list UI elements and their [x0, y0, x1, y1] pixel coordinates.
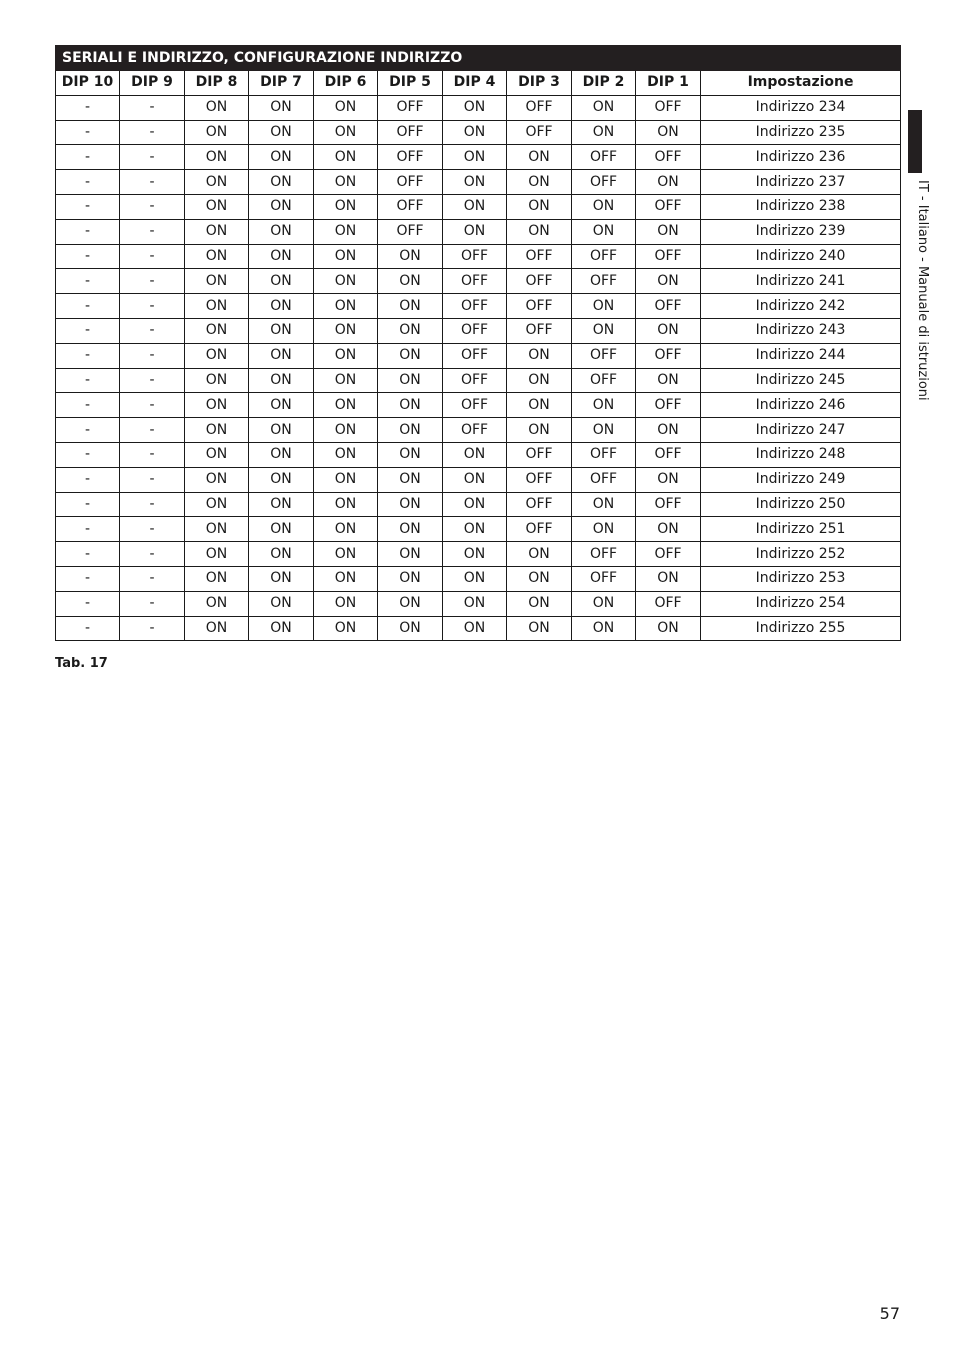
- address-cell: Indirizzo 237: [701, 170, 901, 195]
- dip-switch-cell: ON: [443, 517, 507, 542]
- dip-switch-cell: ON: [314, 467, 378, 492]
- dip-switch-cell: ON: [185, 542, 249, 567]
- address-config-table-container: [55, 45, 900, 641]
- dip-switch-cell: ON: [378, 269, 443, 294]
- dip-switch-cell: ON: [185, 517, 249, 542]
- dip-switch-cell: ON: [636, 418, 701, 443]
- column-header: DIP 3: [507, 71, 572, 96]
- address-cell: Indirizzo 254: [701, 591, 901, 616]
- dip-switch-cell: -: [120, 368, 185, 393]
- dip-switch-cell: ON: [572, 294, 636, 319]
- column-header: DIP 5: [378, 71, 443, 96]
- dip-switch-cell: ON: [507, 566, 572, 591]
- address-cell: Indirizzo 253: [701, 566, 901, 591]
- table-title: SERIALI E INDIRIZZO, CONFIGURAZIONE INDIRIZZO: [56, 46, 901, 71]
- table-row: [56, 95, 901, 120]
- table-row: [56, 145, 901, 170]
- dip-switch-cell: -: [120, 318, 185, 343]
- dip-switch-cell: ON: [185, 566, 249, 591]
- dip-switch-cell: -: [120, 343, 185, 368]
- column-header: Impostazione: [701, 71, 901, 96]
- dip-switch-cell: ON: [572, 219, 636, 244]
- dip-switch-cell: ON: [314, 294, 378, 319]
- dip-switch-cell: -: [120, 194, 185, 219]
- dip-switch-cell: ON: [314, 616, 378, 641]
- dip-switch-cell: OFF: [378, 120, 443, 145]
- dip-switch-cell: ON: [378, 368, 443, 393]
- dip-switch-cell: OFF: [443, 294, 507, 319]
- table-body: [56, 95, 901, 641]
- table-row: [56, 219, 901, 244]
- dip-switch-cell: ON: [507, 542, 572, 567]
- dip-switch-cell: ON: [249, 244, 314, 269]
- dip-switch-cell: ON: [507, 368, 572, 393]
- table-row: [56, 591, 901, 616]
- table-caption: Tab. 17: [55, 656, 108, 671]
- dip-switch-cell: ON: [443, 170, 507, 195]
- dip-switch-cell: ON: [572, 616, 636, 641]
- dip-switch-cell: -: [56, 219, 120, 244]
- dip-switch-cell: ON: [249, 343, 314, 368]
- dip-switch-cell: ON: [443, 492, 507, 517]
- dip-switch-cell: OFF: [507, 120, 572, 145]
- dip-switch-cell: OFF: [572, 244, 636, 269]
- dip-switch-cell: -: [56, 467, 120, 492]
- dip-switch-cell: ON: [185, 368, 249, 393]
- dip-switch-cell: -: [56, 194, 120, 219]
- dip-switch-cell: ON: [443, 145, 507, 170]
- dip-switch-cell: -: [120, 492, 185, 517]
- dip-switch-cell: -: [56, 145, 120, 170]
- dip-switch-cell: OFF: [572, 170, 636, 195]
- dip-switch-cell: ON: [249, 368, 314, 393]
- column-header: DIP 2: [572, 71, 636, 96]
- table-row: [56, 393, 901, 418]
- dip-switch-cell: -: [56, 368, 120, 393]
- dip-switch-cell: ON: [443, 120, 507, 145]
- dip-switch-cell: OFF: [636, 95, 701, 120]
- dip-switch-cell: ON: [185, 120, 249, 145]
- dip-switch-cell: -: [120, 418, 185, 443]
- dip-switch-cell: -: [56, 393, 120, 418]
- dip-switch-cell: -: [120, 442, 185, 467]
- dip-switch-cell: ON: [507, 170, 572, 195]
- dip-switch-cell: ON: [443, 194, 507, 219]
- table-row: [56, 269, 901, 294]
- dip-switch-cell: ON: [185, 442, 249, 467]
- dip-switch-cell: ON: [636, 467, 701, 492]
- dip-switch-cell: -: [120, 566, 185, 591]
- dip-switch-cell: -: [120, 591, 185, 616]
- dip-switch-cell: ON: [443, 95, 507, 120]
- address-cell: Indirizzo 245: [701, 368, 901, 393]
- dip-switch-cell: ON: [443, 442, 507, 467]
- address-cell: Indirizzo 247: [701, 418, 901, 443]
- dip-switch-cell: -: [120, 616, 185, 641]
- dip-switch-cell: OFF: [572, 269, 636, 294]
- address-cell: Indirizzo 236: [701, 145, 901, 170]
- dip-switch-cell: OFF: [443, 393, 507, 418]
- table-row: [56, 418, 901, 443]
- dip-switch-cell: ON: [249, 442, 314, 467]
- dip-switch-cell: -: [56, 517, 120, 542]
- dip-switch-cell: ON: [443, 591, 507, 616]
- table-row: [56, 194, 901, 219]
- dip-switch-cell: ON: [572, 194, 636, 219]
- dip-switch-cell: ON: [572, 517, 636, 542]
- dip-switch-cell: OFF: [378, 170, 443, 195]
- dip-switch-cell: ON: [185, 492, 249, 517]
- dip-switch-cell: OFF: [443, 244, 507, 269]
- dip-switch-cell: ON: [572, 318, 636, 343]
- dip-switch-cell: ON: [314, 566, 378, 591]
- dip-switch-cell: -: [120, 120, 185, 145]
- dip-switch-cell: ON: [249, 467, 314, 492]
- table-row: [56, 467, 901, 492]
- address-cell: Indirizzo 242: [701, 294, 901, 319]
- dip-switch-cell: ON: [185, 145, 249, 170]
- column-header: DIP 10: [56, 71, 120, 96]
- dip-switch-cell: -: [56, 343, 120, 368]
- dip-switch-cell: ON: [185, 269, 249, 294]
- dip-switch-cell: ON: [249, 393, 314, 418]
- dip-switch-cell: -: [120, 517, 185, 542]
- dip-switch-cell: OFF: [378, 219, 443, 244]
- dip-switch-cell: ON: [314, 194, 378, 219]
- dip-switch-cell: ON: [314, 418, 378, 443]
- address-cell: Indirizzo 239: [701, 219, 901, 244]
- dip-switch-cell: -: [56, 269, 120, 294]
- dip-switch-cell: ON: [572, 95, 636, 120]
- dip-switch-cell: -: [120, 145, 185, 170]
- table-row: [56, 170, 901, 195]
- table-row: [56, 542, 901, 567]
- dip-switch-cell: -: [56, 442, 120, 467]
- address-cell: Indirizzo 248: [701, 442, 901, 467]
- dip-switch-cell: OFF: [443, 368, 507, 393]
- dip-switch-cell: ON: [185, 418, 249, 443]
- dip-switch-cell: OFF: [507, 318, 572, 343]
- dip-switch-cell: ON: [507, 194, 572, 219]
- dip-switch-cell: OFF: [636, 244, 701, 269]
- dip-switch-cell: ON: [249, 517, 314, 542]
- table-row: [56, 566, 901, 591]
- dip-switch-cell: ON: [443, 566, 507, 591]
- address-cell: Indirizzo 251: [701, 517, 901, 542]
- table-row: [56, 442, 901, 467]
- dip-switch-cell: ON: [636, 269, 701, 294]
- dip-switch-cell: ON: [314, 517, 378, 542]
- dip-switch-cell: ON: [314, 368, 378, 393]
- dip-switch-cell: ON: [314, 492, 378, 517]
- dip-switch-cell: -: [56, 244, 120, 269]
- dip-switch-cell: ON: [249, 95, 314, 120]
- dip-switch-cell: OFF: [636, 492, 701, 517]
- dip-switch-cell: ON: [636, 120, 701, 145]
- dip-switch-cell: OFF: [636, 393, 701, 418]
- dip-switch-cell: ON: [378, 591, 443, 616]
- dip-switch-cell: -: [56, 591, 120, 616]
- table-row: [56, 294, 901, 319]
- dip-switch-cell: ON: [507, 343, 572, 368]
- column-header: DIP 6: [314, 71, 378, 96]
- dip-switch-cell: ON: [314, 393, 378, 418]
- dip-switch-cell: ON: [185, 95, 249, 120]
- dip-switch-cell: -: [56, 294, 120, 319]
- dip-switch-cell: ON: [249, 318, 314, 343]
- dip-switch-cell: -: [56, 616, 120, 641]
- dip-switch-cell: ON: [443, 467, 507, 492]
- dip-switch-cell: OFF: [507, 442, 572, 467]
- address-cell: Indirizzo 235: [701, 120, 901, 145]
- dip-switch-cell: OFF: [636, 294, 701, 319]
- dip-switch-cell: OFF: [572, 343, 636, 368]
- column-header: DIP 9: [120, 71, 185, 96]
- dip-switch-cell: ON: [249, 170, 314, 195]
- dip-switch-cell: ON: [314, 343, 378, 368]
- dip-switch-cell: OFF: [572, 368, 636, 393]
- dip-switch-cell: -: [56, 542, 120, 567]
- dip-switch-cell: -: [120, 95, 185, 120]
- dip-switch-cell: ON: [572, 120, 636, 145]
- dip-switch-cell: ON: [443, 219, 507, 244]
- dip-switch-cell: ON: [249, 145, 314, 170]
- dip-switch-cell: ON: [378, 542, 443, 567]
- dip-switch-cell: -: [56, 418, 120, 443]
- table-header-row: [56, 71, 901, 96]
- dip-switch-cell: ON: [249, 616, 314, 641]
- dip-switch-cell: OFF: [443, 418, 507, 443]
- dip-switch-cell: OFF: [507, 294, 572, 319]
- dip-switch-cell: ON: [314, 219, 378, 244]
- dip-switch-cell: ON: [314, 591, 378, 616]
- dip-switch-cell: ON: [185, 591, 249, 616]
- dip-switch-cell: OFF: [378, 145, 443, 170]
- dip-switch-cell: ON: [507, 616, 572, 641]
- table-row: [56, 318, 901, 343]
- dip-switch-cell: -: [120, 269, 185, 294]
- dip-switch-cell: OFF: [572, 442, 636, 467]
- column-header: DIP 7: [249, 71, 314, 96]
- dip-switch-cell: ON: [249, 591, 314, 616]
- dip-switch-cell: ON: [378, 492, 443, 517]
- dip-switch-cell: ON: [636, 566, 701, 591]
- page-number: 57: [879, 1304, 900, 1323]
- dip-switch-cell: ON: [314, 95, 378, 120]
- dip-switch-cell: ON: [314, 442, 378, 467]
- dip-switch-cell: OFF: [636, 542, 701, 567]
- address-cell: Indirizzo 250: [701, 492, 901, 517]
- dip-switch-cell: ON: [378, 467, 443, 492]
- dip-switch-cell: OFF: [443, 343, 507, 368]
- table-row: [56, 244, 901, 269]
- dip-switch-cell: ON: [249, 194, 314, 219]
- dip-switch-cell: ON: [378, 616, 443, 641]
- dip-switch-cell: ON: [185, 170, 249, 195]
- dip-switch-cell: OFF: [572, 566, 636, 591]
- dip-switch-cell: ON: [185, 194, 249, 219]
- dip-switch-cell: OFF: [507, 467, 572, 492]
- dip-switch-cell: ON: [249, 120, 314, 145]
- address-cell: Indirizzo 238: [701, 194, 901, 219]
- side-tab-marker: [908, 110, 922, 173]
- dip-switch-cell: ON: [378, 442, 443, 467]
- address-config-table: [55, 45, 901, 641]
- column-header: DIP 4: [443, 71, 507, 96]
- column-header: DIP 1: [636, 71, 701, 96]
- dip-switch-cell: ON: [249, 269, 314, 294]
- dip-switch-cell: -: [56, 492, 120, 517]
- address-cell: Indirizzo 244: [701, 343, 901, 368]
- dip-switch-cell: ON: [378, 517, 443, 542]
- dip-switch-cell: ON: [314, 244, 378, 269]
- dip-switch-cell: ON: [378, 343, 443, 368]
- dip-switch-cell: OFF: [636, 194, 701, 219]
- dip-switch-cell: ON: [249, 492, 314, 517]
- dip-switch-cell: -: [56, 170, 120, 195]
- dip-switch-cell: ON: [378, 418, 443, 443]
- dip-switch-cell: ON: [636, 219, 701, 244]
- dip-switch-cell: ON: [314, 170, 378, 195]
- dip-switch-cell: ON: [249, 566, 314, 591]
- dip-switch-cell: ON: [314, 120, 378, 145]
- dip-switch-cell: ON: [507, 418, 572, 443]
- dip-switch-cell: -: [120, 244, 185, 269]
- table-row: [56, 343, 901, 368]
- dip-switch-cell: ON: [249, 294, 314, 319]
- dip-switch-cell: OFF: [636, 343, 701, 368]
- dip-switch-cell: OFF: [378, 95, 443, 120]
- dip-switch-cell: ON: [185, 244, 249, 269]
- dip-switch-cell: -: [120, 294, 185, 319]
- dip-switch-cell: ON: [185, 294, 249, 319]
- dip-switch-cell: ON: [636, 368, 701, 393]
- dip-switch-cell: ON: [378, 294, 443, 319]
- table-row: [56, 517, 901, 542]
- dip-switch-cell: OFF: [507, 269, 572, 294]
- column-header: DIP 8: [185, 71, 249, 96]
- address-cell: Indirizzo 234: [701, 95, 901, 120]
- dip-switch-cell: OFF: [507, 95, 572, 120]
- dip-switch-cell: OFF: [443, 318, 507, 343]
- dip-switch-cell: OFF: [636, 591, 701, 616]
- dip-switch-cell: ON: [507, 145, 572, 170]
- dip-switch-cell: -: [120, 542, 185, 567]
- dip-switch-cell: ON: [378, 244, 443, 269]
- dip-switch-cell: -: [56, 95, 120, 120]
- dip-switch-cell: ON: [314, 318, 378, 343]
- dip-switch-cell: ON: [443, 542, 507, 567]
- dip-switch-cell: ON: [572, 418, 636, 443]
- dip-switch-cell: -: [120, 170, 185, 195]
- dip-switch-cell: OFF: [378, 194, 443, 219]
- dip-switch-cell: ON: [572, 591, 636, 616]
- dip-switch-cell: ON: [314, 145, 378, 170]
- dip-switch-cell: ON: [185, 318, 249, 343]
- address-cell: Indirizzo 249: [701, 467, 901, 492]
- dip-switch-cell: OFF: [572, 145, 636, 170]
- dip-switch-cell: ON: [572, 492, 636, 517]
- address-cell: Indirizzo 252: [701, 542, 901, 567]
- dip-switch-cell: ON: [378, 393, 443, 418]
- table-row: [56, 616, 901, 641]
- dip-switch-cell: -: [56, 566, 120, 591]
- dip-switch-cell: ON: [507, 393, 572, 418]
- address-cell: Indirizzo 255: [701, 616, 901, 641]
- dip-switch-cell: ON: [572, 393, 636, 418]
- dip-switch-cell: OFF: [443, 269, 507, 294]
- dip-switch-cell: -: [56, 318, 120, 343]
- dip-switch-cell: ON: [185, 219, 249, 244]
- dip-switch-cell: OFF: [572, 467, 636, 492]
- dip-switch-cell: ON: [636, 616, 701, 641]
- dip-switch-cell: OFF: [636, 145, 701, 170]
- dip-switch-cell: ON: [636, 517, 701, 542]
- dip-switch-cell: OFF: [507, 517, 572, 542]
- dip-switch-cell: OFF: [636, 442, 701, 467]
- dip-switch-cell: OFF: [507, 492, 572, 517]
- table-title-row: [56, 46, 901, 71]
- address-cell: Indirizzo 246: [701, 393, 901, 418]
- dip-switch-cell: ON: [249, 219, 314, 244]
- address-cell: Indirizzo 240: [701, 244, 901, 269]
- address-cell: Indirizzo 241: [701, 269, 901, 294]
- dip-switch-cell: ON: [507, 591, 572, 616]
- dip-switch-cell: ON: [185, 343, 249, 368]
- table-row: [56, 492, 901, 517]
- dip-switch-cell: -: [56, 120, 120, 145]
- dip-switch-cell: -: [120, 393, 185, 418]
- dip-switch-cell: -: [120, 219, 185, 244]
- dip-switch-cell: ON: [314, 269, 378, 294]
- dip-switch-cell: OFF: [507, 244, 572, 269]
- dip-switch-cell: ON: [507, 219, 572, 244]
- table-row: [56, 120, 901, 145]
- address-cell: Indirizzo 243: [701, 318, 901, 343]
- table-row: [56, 368, 901, 393]
- side-tab-label: IT - Italiano - Manuale di istruzioni: [915, 180, 930, 401]
- dip-switch-cell: -: [120, 467, 185, 492]
- dip-switch-cell: ON: [249, 542, 314, 567]
- dip-switch-cell: ON: [185, 616, 249, 641]
- dip-switch-cell: ON: [314, 542, 378, 567]
- dip-switch-cell: ON: [378, 318, 443, 343]
- dip-switch-cell: ON: [443, 616, 507, 641]
- dip-switch-cell: ON: [636, 318, 701, 343]
- dip-switch-cell: ON: [378, 566, 443, 591]
- dip-switch-cell: ON: [249, 418, 314, 443]
- dip-switch-cell: OFF: [572, 542, 636, 567]
- dip-switch-cell: ON: [185, 467, 249, 492]
- dip-switch-cell: ON: [636, 170, 701, 195]
- dip-switch-cell: ON: [185, 393, 249, 418]
